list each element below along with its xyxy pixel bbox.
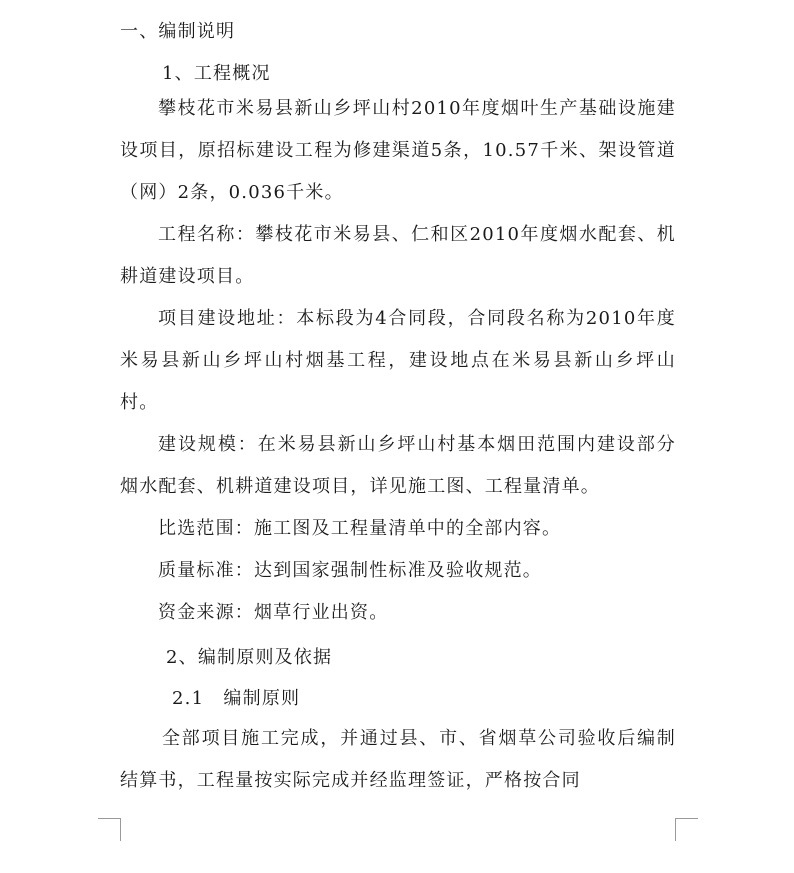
paragraph-project-address: 项目建设地址：本标段为4合同段，合同段名称为2010年度米易县新山乡坪山村烟基工程，建设地点在米易县新山乡坪山村。 — [120, 308, 676, 413]
paragraph-project-name: 工程名称：攀枝花市米易县、仁和区2010年度烟水配套、机耕道建设项目。 — [120, 224, 676, 287]
paragraph-construction-scale: 建设规模：在米易县新山乡坪山村基本烟田范围内建设部分烟水配套、机耕道建设项目，详见施工图、工程量清单。 — [120, 434, 676, 497]
crop-mark-right — [675, 818, 698, 841]
paragraph-quality-standard: 质量标准：达到国家强制性标准及验收规范。 — [158, 560, 542, 581]
paragraph-compilation-principle: 全部项目施工完成，并通过县、市、省烟草公司验收后编制结算书，工程量按实际完成并经监理签证，严格按合同 — [120, 728, 676, 791]
paragraph-selection-scope: 比选范围：施工图及工程量清单中的全部内容。 — [158, 518, 562, 539]
paragraph-overview: 攀枝花市米易县新山乡坪山村2010年度烟叶生产基础设施建设项目，原招标建设工程为修建渠道5条，10.57千米、架设管道（网）2条，0.036千米。 — [120, 98, 676, 203]
subsection-title-compilation-principle: 2.1 编制原则 — [172, 688, 301, 709]
section-title: 一、编制说明 — [120, 21, 236, 42]
subsection-title-overview: 1、工程概况 — [162, 63, 271, 84]
paragraph-funding-source: 资金来源：烟草行业出资。 — [158, 602, 389, 623]
subsection-title-principles: 2、编制原则及依据 — [166, 647, 333, 668]
crop-mark-left — [98, 818, 121, 841]
